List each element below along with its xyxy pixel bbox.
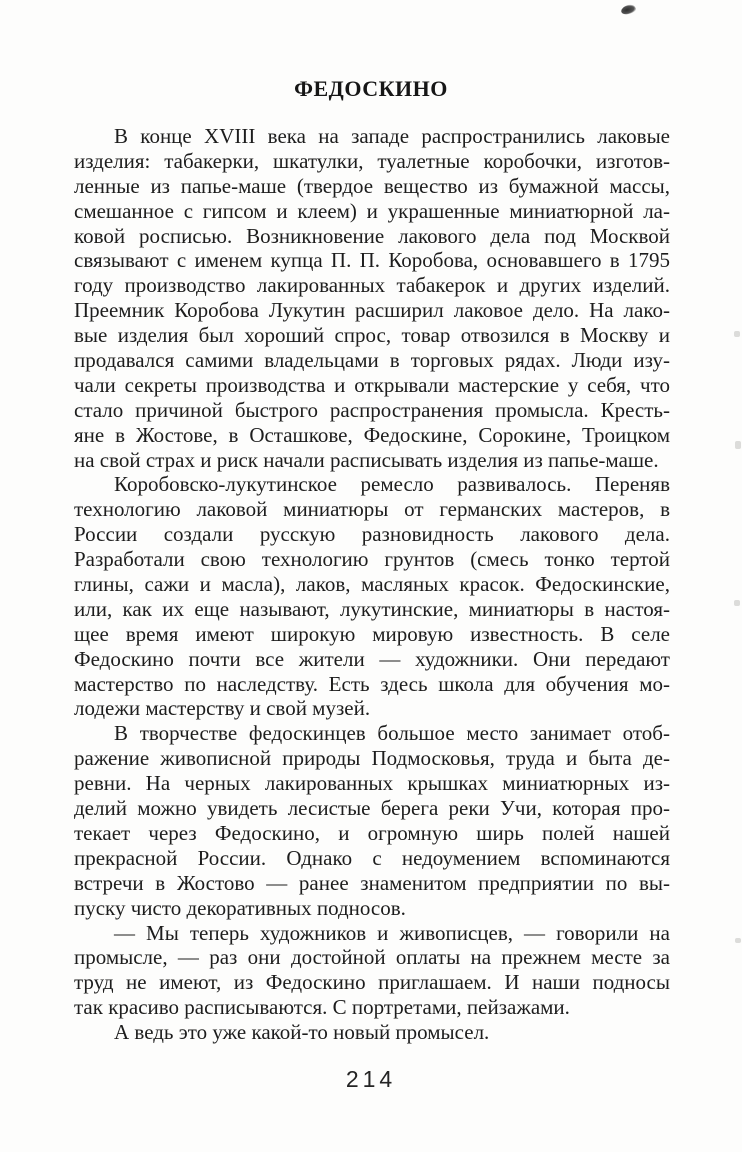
text-line: ковой росписью. Возникновение лакового дела под Москвой [74, 223, 670, 248]
text-line: мастерство по наследству. Есть здесь школа для обучения мо- [74, 671, 670, 696]
text-line: ленные из папье-маше (твердое вещество из бумажной массы, [74, 173, 670, 198]
text-line: Преемник Коробова Лукутин расширил лаковое дело. На лако- [74, 298, 670, 323]
text-line: — Мы теперь художников и живописцев, — говорили на [114, 920, 670, 945]
paragraph [74, 124, 670, 472]
text-line: делий можно увидеть лесистые берега реки Учи, которая про- [74, 796, 670, 821]
text-line: яне в Жостове, в Осташкове, Федоскине, Сорокине, Троицком [74, 422, 670, 447]
text-line: прекрасной России. Однако с недоумением вспоминаются [74, 845, 670, 870]
text-line: Коробовско-лукутинское ремесло развивалось. Переняв [114, 472, 670, 497]
text-line: чали секреты производства и открывали мастерские у себя, что [74, 372, 670, 397]
scan-artifact [735, 938, 741, 943]
text-line: смешанное с гипсом и клеем) и украшенные миниатюрной ла- [74, 198, 670, 223]
text-line: технологию лаковой миниатюры от германских мастеров, в [74, 497, 670, 522]
page-number: 214 [345, 1066, 397, 1092]
text-line: В конце XVIII века на западе распространились лаковые [114, 124, 670, 148]
text-line: глины, сажи и масла), лаков, масляных красок. Федоскинские, [74, 572, 670, 597]
text-line: пуску чисто декоративных подносов. [74, 895, 406, 920]
text-line: встречи в Жостово — ранее знаменитом предприятии по вы- [74, 870, 670, 895]
paragraph [74, 1020, 670, 1045]
text-line: продавался самими владельцами в торговых рядах. Люди изу- [74, 348, 670, 373]
text-line: В творчестве федоскинцев большое место занимает отоб- [114, 721, 670, 746]
text-line: так красиво расписываются. С портретами, пейзажами. [74, 995, 570, 1020]
paragraph [74, 472, 670, 721]
ink-smudge-artifact [620, 3, 637, 15]
text-line: Федоскино почти все жители — художники. Они передают [74, 646, 670, 671]
text-line: промысле, — раз они достойной оплаты на прежнем месте за [74, 945, 670, 970]
text-line: Разработали свою технологию грунтов (смесь тонко тертой [74, 547, 670, 572]
scan-artifact [734, 331, 740, 337]
paragraph [74, 921, 670, 1021]
text-line: А ведь это уже какой-то новый промысел. [114, 1020, 490, 1045]
paragraph [74, 721, 670, 920]
text-line: связывают с именем купца П. П. Коробова, основавшего в 1795 [74, 248, 670, 273]
text-line: щее время имеют широкую мировую известность. В селе [74, 621, 670, 646]
scan-artifact [735, 441, 741, 449]
text-line: ражение живописной природы Подмосковья, труда и быта де- [74, 746, 670, 771]
chapter-title: ФЕДОСКИНО [294, 76, 448, 101]
text-line: вые изделия был хороший спрос, товар отвозился в Москву и [74, 323, 670, 348]
text-line: лодежи мастерству и свой музей. [74, 696, 371, 721]
text-line: России создали русскую разновидность лакового дела. [74, 522, 670, 547]
text-line: ревни. На черных лакированных крышках миниатюрных из- [74, 771, 670, 796]
text-line: на свой страх и риск начали расписывать изделия из папье-маше. [74, 447, 659, 472]
text-line: труд не имеют, из Федоскино приглашаем. И наши подносы [74, 970, 670, 995]
text-line: изделия: табакерки, шкатулки, туалетные коробочки, изготов- [74, 148, 670, 173]
text-line: году производство лакированных табакерок и других изделий. [74, 273, 670, 298]
scan-artifact [734, 600, 740, 606]
text-line: стало причиной быстрого распространения промысла. Кресть- [74, 397, 670, 422]
text-line: или, как их еще называют, лукутинские, миниатюры в настоя- [74, 596, 670, 621]
body-text [74, 124, 670, 1045]
text-line: текает через Федоскино, и огромную ширь полей нашей [74, 820, 670, 845]
